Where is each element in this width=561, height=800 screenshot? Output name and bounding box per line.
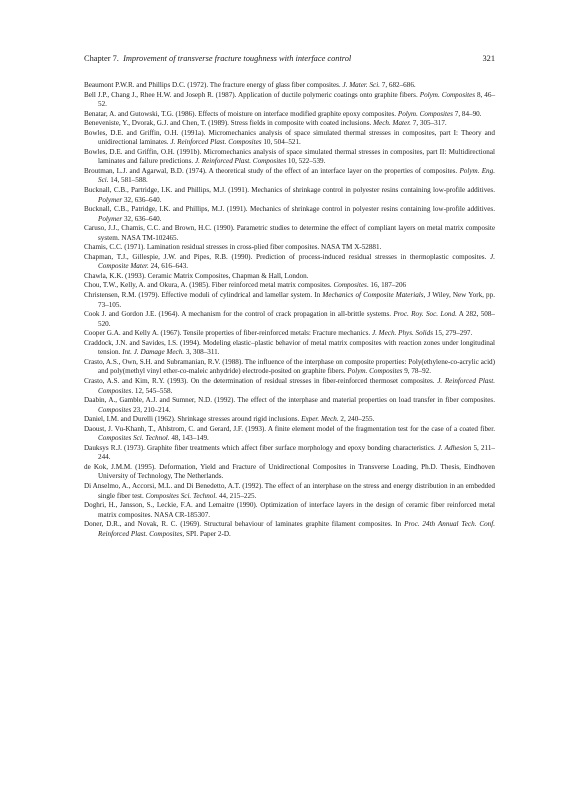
reference-entry <box>84 425 495 444</box>
reference-text: Beneveniste, Y., Dvorak, G.J. and Chen, T. (1989). Stress fields in composite with coated inclusions. <box>84 119 374 128</box>
reference-citation: 3, 308–311. <box>184 348 220 357</box>
reference-text: Bell J.P., Chang J., Rhee H.W. and Joseph R. (1987). Application of ductile polymeric coatings onto graphite fibers. <box>84 90 420 99</box>
reference-text: Cooper G.A. and Kelly A. (1967). Tensile properties of fiber-reinforced metals: Fracture mechanics. <box>84 329 372 338</box>
reference-source: Proc. 24th Annual Tech. Conf. Reinforced Plast. Composites <box>98 520 495 538</box>
reference-source: Polym. Eng. Sci. <box>98 166 495 185</box>
reference-text: Chou, T.W., Kelly, A. and Okura, A. (1985). Fiber reinforced metal matrix composites. <box>84 281 334 290</box>
reference-text: Chapman, T.J., Gillespie, J.W. and Pipes, R.B. (1990). Prediction of process-induced residual stresses in thermoplastic composites. <box>84 252 491 261</box>
reference-text: Beaumont P.W.R. and Phillips D.C. (1972). The fracture energy of glass fiber composites. <box>84 81 343 89</box>
reference-text: de Kok, J.M.M. (1995). Deformation, Yield and Fracture of Unidirectional Composites in Transverse Loading, Ph.D. Thesis, Eindhoven University of Technology, The Netherlands. <box>84 462 495 481</box>
reference-text: Daniel, I.M. and Durelli (1962). Shrinkage stresses around rigid inclusions. <box>84 415 302 424</box>
reference-citation: 5, 211–244. <box>98 443 495 462</box>
reference-citation: 8, 46–52. <box>98 90 496 109</box>
reference-entry <box>84 243 495 253</box>
reference-entry <box>84 253 495 272</box>
reference-entry <box>84 224 495 243</box>
reference-source: J. Adhesion <box>437 443 472 452</box>
reference-source: J. Reinforced Plast. Composites <box>170 138 262 147</box>
reference-citation: 9, 78–92. <box>402 367 431 376</box>
reference-citation: 44, 215–225. <box>217 491 257 500</box>
reference-entry <box>84 110 495 120</box>
chapter-number: Chapter 7. <box>84 54 119 63</box>
reference-entry <box>84 148 495 167</box>
reference-entry <box>84 281 495 291</box>
reference-entry <box>84 482 495 501</box>
reference-citation: . 12, 545–558. <box>131 386 173 395</box>
reference-source: Proc. Roy. Soc. Lond. <box>393 310 457 319</box>
reference-text: Craddock, J.N. and Savides, I.S. (1994). Modeling elastic–plastic behavior of metal matrix composites with reaction zones under longitudinal tension. <box>84 338 495 357</box>
reference-entry <box>84 377 495 396</box>
running-header <box>84 54 495 63</box>
reference-text: Crasto, A.S. and Kim, R.Y. (1993). On the determination of residual stresses in fiber-reinforced thermoset composites. <box>84 376 438 385</box>
reference-citation: 15, 279–297. <box>433 329 473 338</box>
reference-citation: 23, 210–214. <box>131 405 171 414</box>
reference-entry <box>84 167 495 186</box>
reference-text: Daabin, A., Gamble, A.J. and Sumner, N.D. (1992). The effect of the interphase and material properties on load transfer in fiber composites. <box>84 396 495 405</box>
reference-entry <box>84 310 495 329</box>
reference-text: Dauksys R.J. (1973). Graphite fiber treatments which affect fiber surface morphology and epoxy bonding characteristics. <box>84 443 438 452</box>
reference-entry <box>84 329 495 339</box>
reference-citation: 24, 616–643. <box>148 262 189 271</box>
reference-text: Cook J. and Gordon J.E. (1964). A mechanism for the control of crack propagation in all-brittle systems. <box>84 310 394 319</box>
reference-text: Broutman, L.J. and Agarwal, B.D. (1974). A theoretical study of the effect of an interface layer on the properties of composites. <box>84 166 460 175</box>
reference-citation: 2, 240–255. <box>338 415 375 424</box>
reference-source: Polym. Composites <box>419 90 476 99</box>
reference-source: Polymer <box>98 195 123 204</box>
reference-citation: 7, 305–317. <box>410 119 447 128</box>
reference-entry <box>84 291 495 310</box>
reference-entry <box>84 129 495 148</box>
reference-source: J. Mech. Phys. Solids <box>371 329 434 338</box>
reference-text: Chawla, K.K. (1993). Ceramic Matrix Composites, Chapman & Hall, London. <box>84 271 309 280</box>
reference-entry <box>84 205 495 224</box>
reference-source: Composites <box>333 281 367 290</box>
reference-text: Di Anselmo, A., Accorsi, M.L. and Di Benedetto, A.T. (1992). The effect of an interphase on the stress and energy distribution in an embedded single fiber test. <box>84 481 495 500</box>
reference-source: J. Composite Mater. <box>98 252 495 271</box>
reference-source: J. Reinforced Plast. Composites <box>98 376 495 395</box>
reference-entry <box>84 501 495 520</box>
reference-text: Benatar, A. and Gutowski, T.G. (1986). Effects of moisture on interface modified graphite epoxy composites. <box>84 109 398 118</box>
reference-citation: 14, 581–588. <box>108 176 148 185</box>
chapter-heading <box>84 54 351 63</box>
reference-source: Mechanics of Composite Materials <box>322 291 424 300</box>
reference-entry <box>84 415 495 425</box>
reference-entry <box>84 444 495 463</box>
reference-source: Polym. Composites <box>347 367 403 376</box>
reference-source: Composites <box>98 405 132 414</box>
reference-text: Chamis, C.C. (1971). Lamination residual stresses in cross-plied fiber composites. NASA TM X-52881. <box>84 243 382 252</box>
reference-entry <box>84 81 495 91</box>
reference-citation: 10, 504–521. <box>261 138 301 147</box>
reference-source: Exper. Mech. <box>301 415 339 424</box>
reference-text: Daoust, J. Vu-Khanh, T., Ahlstrom, C. and Gerard, J.F. (1993). A finite element model of the fragmentation test for the case of a coated fiber. <box>84 424 495 433</box>
reference-source: Composites Sci. Technol. <box>145 491 218 500</box>
reference-text: Caruso, J.J., Chamis, C.C. and Brown, H.C. (1990). Parametric studies to determine the effect of compliant layers on metal matrix composite system. NASA TM-102465. <box>84 224 495 242</box>
reference-entry <box>84 186 495 205</box>
reference-source: Polym. Composites <box>397 109 453 118</box>
reference-citation: 32, 636–640. <box>122 195 162 204</box>
reference-source: J. Mater. Sci. <box>342 81 380 89</box>
reference-text: Doner, D.R., and Novak, R. C. (1969). Structural behaviour of laminates graphite filament composites. In <box>84 520 405 529</box>
reference-text: Bucknall, C.B., Partridge, I.K. and Phillips, M.J. (1991). Mechanics of shrinkage control in polyester resins containing low-profile additives. <box>84 186 495 195</box>
reference-text: Bowles, D.E. and Griffin, O.H. (1991a). Micromechanics analysis of space simulated thermal stresses in composites, part I: Theory and unidirectional laminates. <box>84 128 495 147</box>
reference-source: J. Reinforced Plast. Composites <box>194 157 287 166</box>
reference-entry <box>84 339 495 358</box>
reference-citation: 7, 682–686. <box>379 81 416 89</box>
reference-citation: 10, 522–539. <box>286 157 326 166</box>
reference-source: Int. J. Damage Mech. <box>122 348 185 357</box>
reference-citation: 48, 143–149. <box>169 434 209 443</box>
reference-entry <box>84 91 495 110</box>
reference-text: Bucknall, C.B., Patridge, I.K. and Phillips, M.J. (1991). Mechanics of shrinkage control in polyester resins containing low-profile additives. <box>84 205 495 214</box>
reference-entry <box>84 358 495 377</box>
reference-entry <box>84 520 495 539</box>
reference-citation: 32, 636–640. <box>122 214 162 223</box>
reference-citation: , SPI. Paper 2-D. <box>182 529 231 538</box>
page-number: 321 <box>482 54 495 63</box>
reference-entry <box>84 272 495 282</box>
reference-entry <box>84 119 495 129</box>
reference-citation: . 16, 187–206 <box>366 281 407 290</box>
chapter-title: Improvement of transverse fracture toughness with interface control <box>123 54 352 63</box>
reference-list <box>84 81 495 539</box>
reference-text: Christensen, R.M. (1979). Effective moduli of cylindrical and lamellar system. In <box>84 291 323 300</box>
reference-source: Mech. Mater. <box>373 119 411 128</box>
reference-source: Composites Sci. Technol. <box>98 434 170 443</box>
reference-entry <box>84 396 495 415</box>
reference-citation: 7, 84–90. <box>452 109 482 118</box>
reference-entry <box>84 463 495 482</box>
reference-source: Polymer <box>98 214 123 223</box>
reference-citation: A 282, 508–520. <box>98 310 495 328</box>
reference-text: Bowles, D.E. and Griffin, O.H. (1991b). Micromechanics analysis of space simulated thermal stresses in composites, part II: Multidirectional laminates and failure predictions. <box>84 147 495 166</box>
reference-text: Crasto, A.S., Own, S.H. and Subramanian, R.V. (1988). The influence of the interphase on composite properties: Poly(ethylene-co-acrylic acid) and poly(methyl vinyl ether-co-maleic anhydride) electrode-posited on graphite fibers. <box>84 357 495 376</box>
reference-text: Doghri, H., Jansson, S., Leckie, F.A. and Lemaitre (1990). Optimization of interface layers in the design of ceramic fiber reinforced metal matrix composites. NASA CR-185307. <box>84 501 495 519</box>
reference-citation: , J Wiley, New York, pp. 73–105. <box>98 291 495 309</box>
